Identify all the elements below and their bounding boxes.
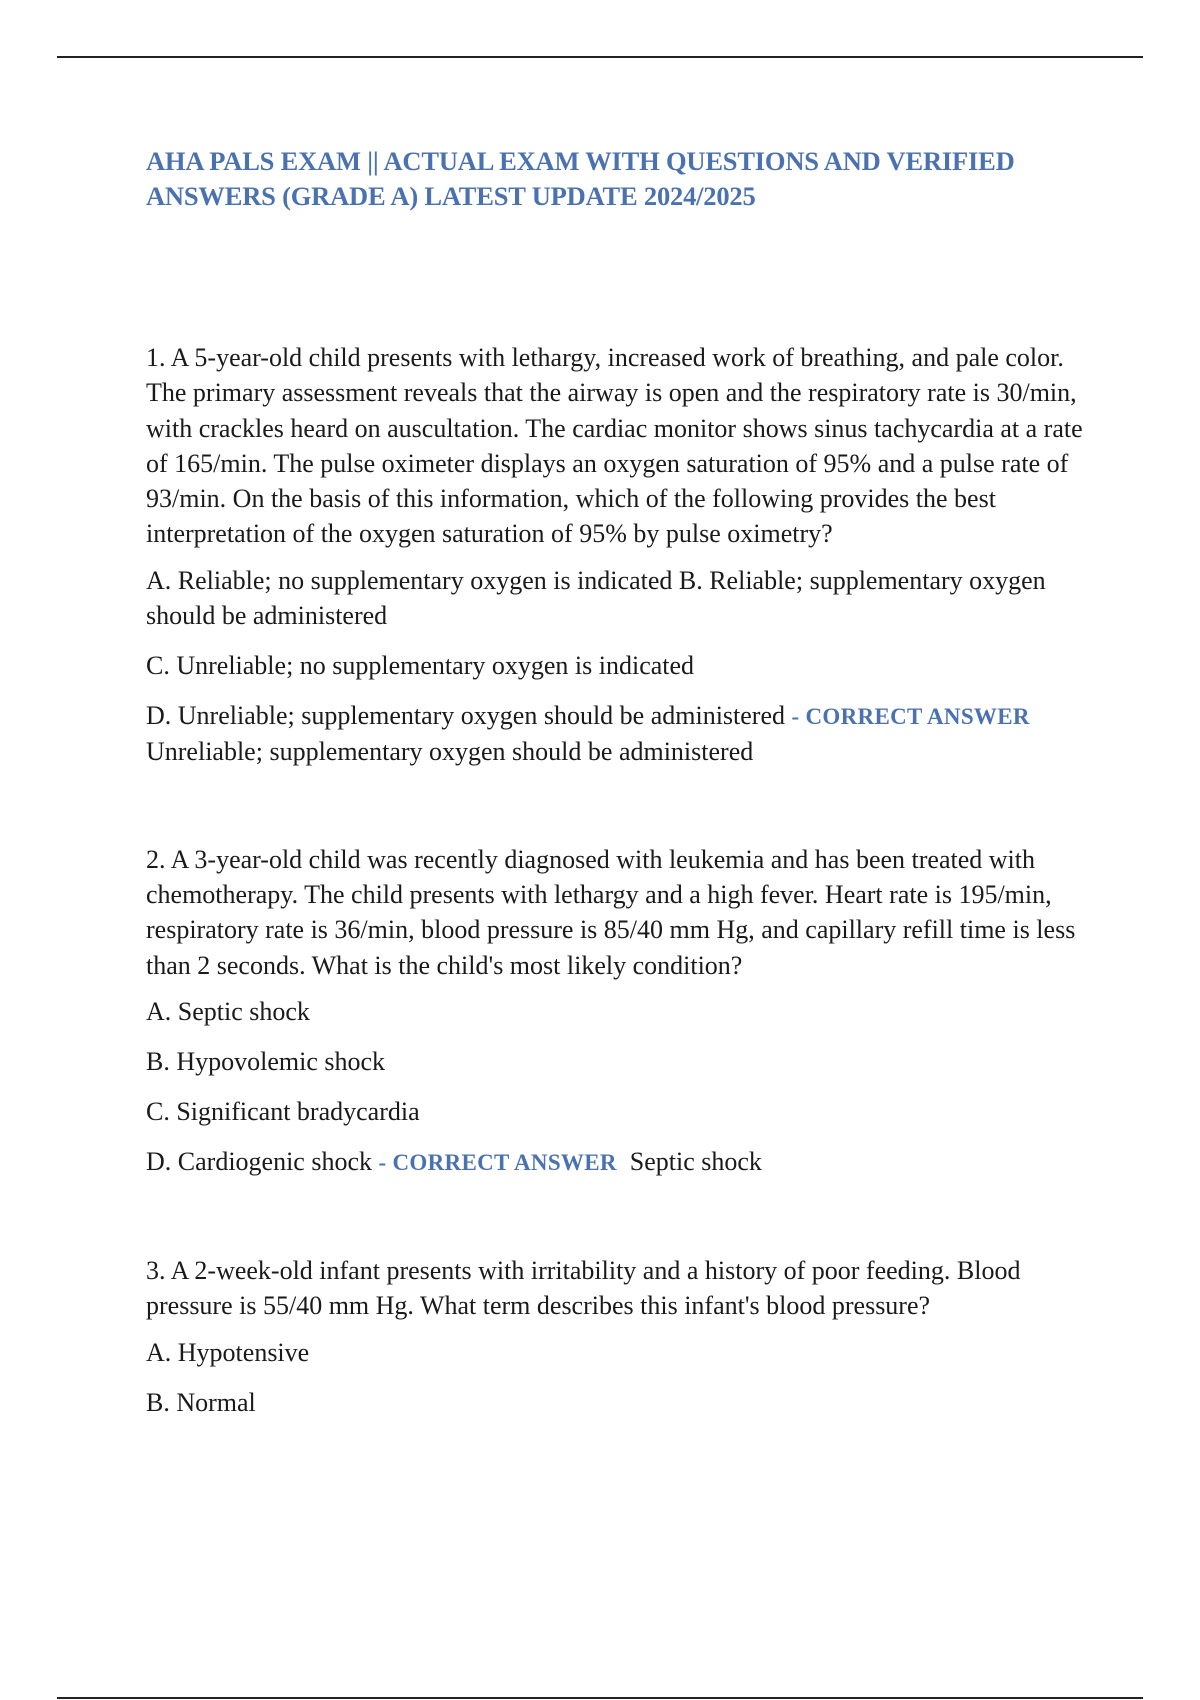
question-3: [146, 1253, 1086, 1420]
question-stem: 3. A 2-week-old infant presents with irritability and a history of poor feeding. Blood pressure is 55/40 mm Hg. What term describes this infant's blood pressure?: [146, 1255, 1021, 1321]
option-d-with-answer: [146, 1144, 1086, 1180]
top-rule: [57, 56, 1143, 58]
option-c: C. Significant bradycardia: [146, 1096, 420, 1126]
question-2: [146, 842, 1086, 1180]
option-a: A. Hypotensive: [146, 1337, 310, 1367]
page-content: [146, 144, 1086, 1493]
option-c: C. Unreliable; no supplementary oxygen is indicated: [146, 650, 695, 680]
option-b: B. Hypovolemic shock: [146, 1046, 386, 1076]
option-d-with-answer: [146, 698, 1086, 769]
question-list: [146, 340, 1086, 1420]
bottom-rule: [57, 1697, 1143, 1699]
option-b: B. Normal: [146, 1387, 256, 1417]
correct-answer-marker: - CORRECT ANSWER: [378, 1149, 617, 1175]
correct-answer-text: Unreliable; supplementary oxygen should be administered: [146, 736, 754, 766]
document-title: AHA PALS EXAM || ACTUAL EXAM WITH QUESTIONS AND VERIFIED ANSWERS (GRADE A) LATEST UPDATE 2024/2025: [146, 146, 1015, 211]
correct-answer-marker: - CORRECT ANSWER: [791, 703, 1030, 729]
option-d: D. Unreliable; supplementary oxygen should be administered: [146, 700, 786, 730]
option-a: A. Septic shock: [146, 996, 310, 1026]
question-stem: 2. A 3-year-old child was recently diagnosed with leukemia and has been treated with chemotherapy. The child presents with lethargy and a high fever. Heart rate is 195/min, respiratory rate is 36/min, blood pressure is 85/40 mm Hg, and capillary refill time is less than 2 seconds. What is the child's most likely condition?: [146, 844, 1076, 980]
correct-answer-text: Septic shock: [629, 1146, 762, 1176]
option-d: D. Cardiogenic shock: [146, 1146, 373, 1176]
question-stem: 1. A 5-year-old child presents with lethargy, increased work of breathing, and pale color. The primary assessment reveals that the airway is open and the respiratory rate is 30/min, with crackles heard on auscultation. The cardiac monitor shows sinus tachycardia at a rate of 165/min. The pulse oximeter displays an oxygen saturation of 95% and a pulse rate of 93/min. On the basis of this information, which of the following provides the best interpretation of the oxygen saturation of 95% by pulse oximetry?: [146, 343, 1083, 549]
question-1: [146, 340, 1086, 769]
option-a-b: A. Reliable; no supplementary oxygen is indicated B. Reliable; supplementary oxygen should be administered: [146, 565, 1046, 630]
